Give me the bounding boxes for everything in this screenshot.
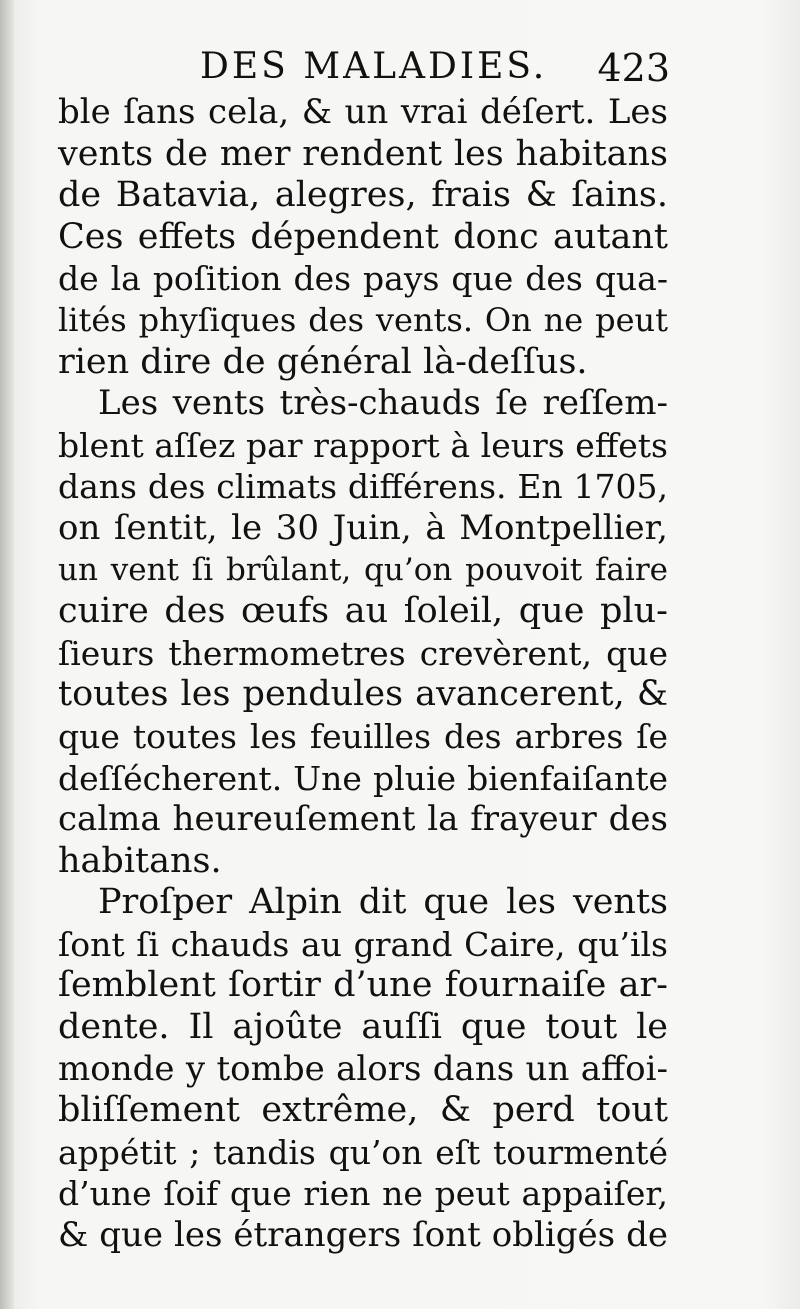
page-number: 423 bbox=[597, 46, 670, 90]
text-line: monde y tombe alors dans un affoi- bbox=[58, 1048, 668, 1089]
text-line: dans des climats différens. En 1705, bbox=[58, 467, 668, 507]
text-line: cuire des œufs au ſoleil, que plu- bbox=[58, 591, 668, 632]
text-line: que toutes les feuilles des arbres ſe bbox=[58, 716, 668, 756]
text-line: on ſentit, le 30 Juin, à Montpellier, bbox=[58, 507, 668, 548]
text-line: ſemblent ſortir d’une fournaiſe ar- bbox=[58, 965, 668, 1006]
text-line: Les vents très-chauds ſe reſſem- bbox=[98, 383, 668, 424]
text-line: vents de mer rendent les habitans bbox=[58, 133, 668, 174]
text-line: rien dire de général là-deſſus. bbox=[58, 341, 588, 382]
text-line: un vent ſi brûlant, qu’on pouvoit faire bbox=[58, 551, 668, 588]
text-line: lités phyſiques des vents. On ne peut bbox=[58, 300, 668, 339]
text-line: ble ſans cela, & un vrai déſert. Les bbox=[58, 92, 668, 132]
text-line: ſieurs thermometres crevèrent, que bbox=[58, 633, 668, 673]
text-line: habitans. bbox=[58, 840, 222, 881]
text-line: ſont ſi chauds au grand Caire, qu’ils bbox=[58, 924, 668, 964]
text-line: & que les étrangers ſont obligés de bbox=[58, 1215, 668, 1256]
text-line: Ces effets dépendent donc autant bbox=[58, 216, 668, 257]
page-gutter-shadow bbox=[0, 0, 14, 1309]
text-line: de la poſition des pays que des qua- bbox=[58, 259, 668, 299]
running-title: DES MALADIES. bbox=[200, 46, 548, 87]
text-line: blent aſſez par rapport à leurs effets bbox=[58, 425, 668, 465]
text-line: d’une ſoif que rien ne peut appaiſer, bbox=[58, 1174, 668, 1214]
text-line: dente. Il ajoûte auſſi que tout le bbox=[58, 1007, 668, 1048]
body-text bbox=[58, 92, 668, 1257]
text-line: deſſécherent. Une pluie bienfaiſante bbox=[58, 758, 668, 798]
text-line: de Batavia, alegres, frais & ſains. bbox=[58, 175, 668, 216]
text-line: toutes les pendules avancerent, & bbox=[58, 674, 668, 715]
text-line: appétit ; tandis qu’on eſt tourmenté bbox=[58, 1132, 668, 1172]
text-line: calma heureuſement la frayeur des bbox=[58, 799, 668, 840]
text-line: Proſper Alpin dit que les vents bbox=[98, 882, 668, 923]
text-line: bliſſement extrême, & perd tout bbox=[58, 1090, 668, 1131]
